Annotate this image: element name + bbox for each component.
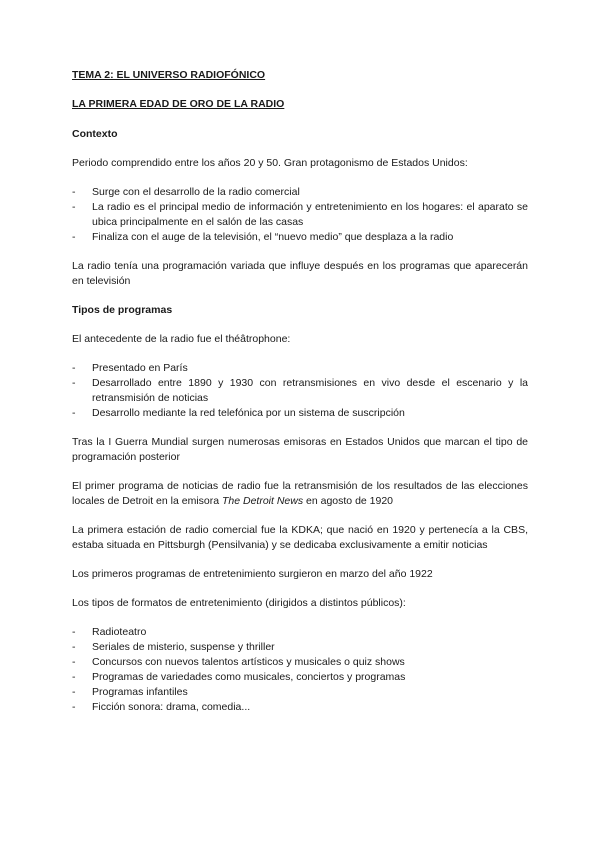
tipos-intro: El antecedente de la radio fue el théâtrophone: bbox=[72, 333, 291, 345]
document-title: TEMA 2: EL UNIVERSO RADIOFÓNICO bbox=[72, 69, 266, 81]
list-item: - Desarrollado entre 1890 y 1930 con retransmisiones en vivo desde el escenario y la retransmisión de noticias bbox=[72, 376, 528, 406]
list-item: - Seriales de misterio, suspense y thriller bbox=[72, 640, 528, 655]
list-item: - Surge con el desarrollo de la radio comercial bbox=[72, 185, 528, 200]
section-title: LA PRIMERA EDAD DE ORO DE LA RADIO bbox=[72, 98, 285, 110]
formatos-list bbox=[72, 625, 528, 715]
list-item: - Ficción sonora: drama, comedia... bbox=[72, 700, 528, 715]
contexto-list bbox=[72, 185, 528, 245]
paragraph-kdka: La primera estación de radio comercial fue la KDKA; que nació en 1920 y pertenecía a la CBS, estaba situada en Pittsburgh (Pensilvania) y se dedicaba exclusivamente a emitir noticias bbox=[72, 524, 528, 551]
tipos-heading: Tipos de programas bbox=[72, 304, 173, 316]
contexto-closing: La radio tenía una programación variada que influye después en los programas que aparecerán en televisión bbox=[72, 260, 528, 287]
document-page bbox=[72, 68, 528, 729]
list-item: - La radio es el principal medio de información y entretenimiento en los hogares: el aparato se ubica principalmente en el salón de las casas bbox=[72, 200, 528, 230]
contexto-intro: Periodo comprendido entre los años 20 y 50. Gran protagonismo de Estados Unidos: bbox=[72, 157, 468, 169]
paragraph-detroit bbox=[72, 479, 528, 509]
paragraph-detroit-text-1: El primer programa de noticias de radio fue la retransmisión de los resultados de las elecciones locales de Detroit en la emisora bbox=[72, 480, 528, 507]
list-item: - Desarrollo mediante la red telefónica por un sistema de suscripción bbox=[72, 406, 528, 421]
list-item: - Programas de variedades como musicales, conciertos y programas bbox=[72, 670, 528, 685]
paragraph-formatos: Los tipos de formatos de entretenimiento (dirigidos a distintos públicos): bbox=[72, 597, 406, 609]
paragraph-detroit-text-2: en agosto de 1920 bbox=[303, 495, 394, 507]
paragraph-entretenimiento: Los primeros programas de entretenimiento surgieron en marzo del año 1922 bbox=[72, 568, 433, 580]
list-item: - Finaliza con el auge de la televisión, el “nuevo medio” que desplaza a la radio bbox=[72, 230, 528, 245]
list-item: - Concursos con nuevos talentos artísticos y musicales o quiz shows bbox=[72, 655, 528, 670]
list-item: - Programas infantiles bbox=[72, 685, 528, 700]
theatrophone-list bbox=[72, 361, 528, 421]
paragraph-guerra: Tras la I Guerra Mundial surgen numerosas emisoras en Estados Unidos que marcan el tipo de programación posterior bbox=[72, 436, 528, 463]
contexto-heading: Contexto bbox=[72, 128, 118, 140]
list-item: - Presentado en París bbox=[72, 361, 528, 376]
detroit-news-name: The Detroit News bbox=[222, 495, 304, 507]
list-item: - Radioteatro bbox=[72, 625, 528, 640]
